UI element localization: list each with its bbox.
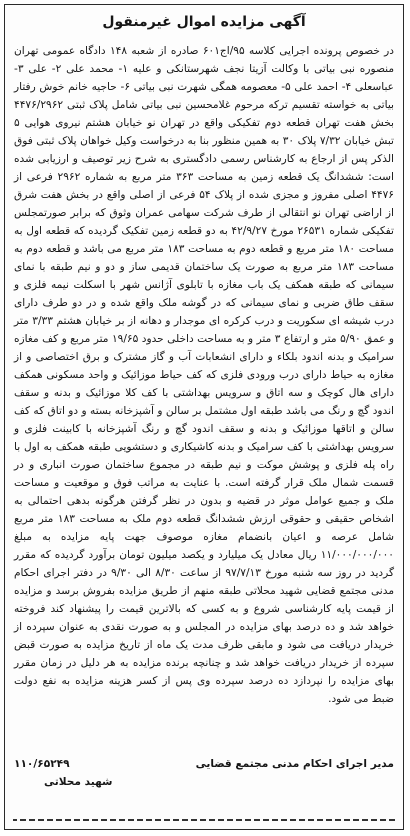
notice-body-text: در خصوص پرونده اجرایی کلاسه ۹۵/اج۶۰۱ صادره از شعبه ۱۴۸ دادگاه عمومی تهران منصوره نبی بیاتی با وکالت آزیتا نجف شهرستانکی و علیه ۱- محمد علی ۲- علی ۳- عباسعلی ۴- احمد علی ۵- معصومه همگی شهرت نبی بیاتی ۶- حاجیه خانم خوش رفتار بیاتی به خواسته تقسیم ترکه مرحوم غلامحسین نبی بیاتی شامل پلاک ثبتی ۴۴۷۶/۲۹۶۲ بخش هفت تهران قطعه دوم تفکیکی واقع در تهران نو خیابان هشتم نیروی هوایی ۵ تبش خیابان ۷/۳۲ پلاک ۳۰ به همین منظور بنا به درخواست وکیل خواهان پلاک ثبتی فوق الذکر پس از ارجاع به کارشناس رسمی دادگستری به شرح زیر توصیف و ارزیابی شده است: ششدانگ یک قطعه زمین به مساحت ۳۶۳ متر مربع به شماره ۲۹۶۲ فرعی از ۴۴۷۶ اصلی مفروز و مجزی شده از پلاک ۵۴ فرعی از اصلی واقع در بخش هفت شرق از اراضی تهران نو انتقالی از طرف شرکت سهامی عمران وثوق که برابر صورتمجلس تفکیکی شماره ۲۶۵۳۱ مورخ ۴۲/۹/۲۷ به دو قطعه زمین تفکیک گردیده که قطعه اول به مساحت ۱۸۰ متر مربع و قطعه دوم به مساحت ۱۸۳ متر مربع می باشد و قطعه دوم به مساحت ۱۸۳ متر مربع به صورت یک ساختمان قدیمی ساز و دو و نیم طبقه با نمای سیمانی که طبقه همکف یک باب مغازه با تابلوی آژانس شهر با اسکلت نیمه فلزی و سقف طاق ضربی و نمای سیمانی که در گوشه ملک واقع شده و در دو طرف دارای درب شیشه ای سکوریت و درب کرکره ای موجدار و دهانه از بر خیابان هشتم ۳/۳۳ متر و عمق ۵/۹۰ متر و ارتفاع ۳ متر و به مساحت داخلی حدود ۱۹/۶۵ متر مربع و کف مغازه سرامیک و بدنه اندود بلکاء و دارای انشعابات آب و گاز مشترک و برق اختصاصی و از مغازه به حیاط دارای درب ورودی فلزی که کف حیاط موزائیک و واحد مسکونی همکف دارای هال کوچک و سه اتاق و سرویس بهداشتی با کف کلا موزائیک و بدنه و سقف اندود گچ و رنگ می باشد طبقه اول مشتمل بر سالن و آشپزخانه بسته و دو اتاق که کف سالن و اتاقها موزائیک و بدنه و سقف اندود گچ و رنگ آشپزخانه با کابینت فلزی و سرویس بهداشتی با کف سرامیک و بدنه کاشیکاری و دستشویی طبقه همکف به اول با راه پله فلزی و پوشش موکت و نیم طبقه در مجموع ساختمان صورت انباری و در قسمت شمال ملک قرار گرفته است. با عنایت به مراتب فوق و موقعیت و مساحت ملک و جمیع عوامل موثر در قضیه و بدون در نظر گرفتن هرگونه بدهی احتمالی به اشخاص حقیقی و حقوقی ارزش ششدانگ قطعه دوم ملک به مساحت ۱۸۳ متر مربع شامل عرصه و اعیان بانضمام مغازه موصوف جهت پایه مزایده به مبلغ ۱۱/۰۰۰/۰۰۰/۰۰۰ ریال معادل یک میلیارد و یکصد میلیون تومان برآورد گردیده که مقرر گردید در روز سه شنبه مورخ ۹۷/۷/۱۳ از ساعت ۸/۳۰ الی ۹/۳۰ در دفتر اجرای احکام مدنی مجتمع قضایی شهید محلاتی طبقه منهم از طریق مزایده بفروش برسد و مزایده از قیمت پایه کارشناسی شروع و به کسی که بالاترین قیمت را پیشنهاد کند فروخته خواهد شد و ده درصد بهای مزایده در المجلس و به صورت نقدی به عنوان سپرده از خریدار دریافت می شود و مابقی ظرف مدت یک ماه از تاریخ مزایده به صورت قبض سپرده از خریدار دریافت خواهد شد و چنانچه برنده مزایده به هر دلیل در زمان مقرر بهای مزایده را نپردازد ده درصد سپرده وی پس از کسر هزینه مزایده به نفع دولت ضبط می شود. [14, 45, 395, 705]
signature-title: مدیر اجرای احکام مدنی مجتمع قضایی [195, 758, 394, 770]
auction-notice [4, 4, 404, 830]
signature-court-name: شهید محلاتی [44, 776, 113, 788]
footer-signature-row [14, 755, 394, 773]
notice-footer [14, 755, 394, 791]
bottom-dashed-divider [13, 819, 395, 821]
notice-code: ۱۱۰/۶۵۲۴۹ [14, 758, 70, 770]
notice-title: آگهی مزایده اموال غیرمنقول [102, 14, 306, 30]
